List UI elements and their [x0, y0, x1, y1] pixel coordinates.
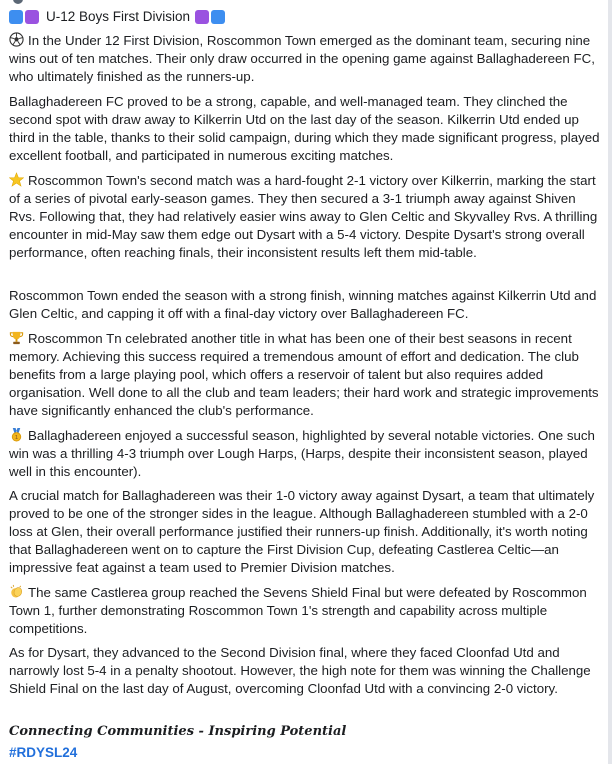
- post-paragraph: The same Castlerea group reached the Sevens Shield Final but were defeated by Roscommon Town 1, further demonstrating Roscommon Town 1's strength and capability across multiple competitions.: [9, 585, 587, 636]
- post-paragraph: Roscommon Town's second match was a hard-fought 2-1 victory over Kilkerrin, marking the start of a series of pivotal early-season games. They then secured a 3-1 triumph away against Shiven Rvs. Following that, they had relatively easier wins away to Glen Celtic and Skyvalley Rvs. A thrilling encounter in mid-May saw them edge out Dysart with a 5-4 victory. Despite Dysart's strong overall performance, often reaching finals, their inconsistent results left them mid-table.: [9, 173, 598, 260]
- soccer-ball-icon: [9, 32, 24, 47]
- clapping-hands-icon: [9, 584, 24, 599]
- svg-text:1: 1: [14, 435, 19, 442]
- post-paragraph: A crucial match for Ballaghadereen was their 1-0 victory away against Dysart, a team that ultimately proved to be one of the stronger sides in the league. Although Ballaghadereen stumbled with a 2-0 loss at Glen, their overall performance justified their runners-up finish. Additionally, it's worth noting that Ballaghadereen went on to capture the First Division Cup, defeating Castlerea Celtic—an impressive feat against a team used to Premier Division matches.: [9, 488, 595, 575]
- post-paragraph: As for Dysart, they advanced to the Second Division final, where they faced Cloonfad Utd and narrowly lost 5-4 in a penalty shootout. However, the high note for them was winning the Challenge Shield Final on the last day of August, overcoming Cloonfad Utd with a convincing 2-0 victory.: [9, 645, 591, 696]
- post-title: U-12 Boys First Division: [46, 9, 191, 24]
- purple-square-icon: [25, 10, 39, 24]
- post-paragraph: In the Under 12 First Division, Roscommon Town emerged as the dominant team, securing nine wins out of ten matches. Their only draw occurred in the opening game against Ballaghadereen FC, who ultimately finished as the runners-up.: [9, 33, 595, 84]
- post-paragraph: Roscommon Tn celebrated another title in what has been one of their best seasons in recent memory. Achieving this success required a tremendous amount of effort and dedication. The club benefits from a large playing pool, which offers a reservoir of talent but also requires added organisation. Well done to all the club and team leaders; their hard work and strategic improvements have significantly enhanced the club's performance.: [9, 331, 599, 418]
- purple-square-icon: [195, 10, 209, 24]
- post-paragraph: 1 Ballaghadereen enjoyed a successful season, highlighted by several notable victories. One such win was a thrilling 4-3 triumph over Lough Harps, (Harps, despite their inconsistent season, played well in this encounter).: [9, 428, 595, 479]
- blue-square-icon: [211, 10, 225, 24]
- blue-square-icon: [9, 10, 23, 24]
- tagline: Connecting Communities - Inspiring Potential: [9, 724, 347, 739]
- post-paragraph: Roscommon Town ended the season with a strong finish, winning matches against Kilkerrin Utd and Glen Celtic, and capping it off with a final-day victory over Ballaghadereen FC.: [9, 288, 597, 321]
- star-icon: [9, 172, 24, 187]
- medal-icon: [9, 427, 24, 442]
- post-title-line: [9, 7, 227, 26]
- post-paragraph: Ballaghadereen FC proved to be a strong, capable, and well-managed team. They clinched the second spot with draw away to Kilkerrin Utd on the last day of the season. Kilkerrin Utd ended up third in the table, thanks to their solid campaign, during which they made significant progress, played excellent football, and participated in numerous exciting matches.: [9, 94, 600, 163]
- scrollbar[interactable]: [608, 0, 612, 764]
- trophy-icon: [9, 330, 24, 345]
- avatar-edge: [13, 0, 23, 4]
- hashtag-link[interactable]: #RDYSL24: [9, 745, 78, 760]
